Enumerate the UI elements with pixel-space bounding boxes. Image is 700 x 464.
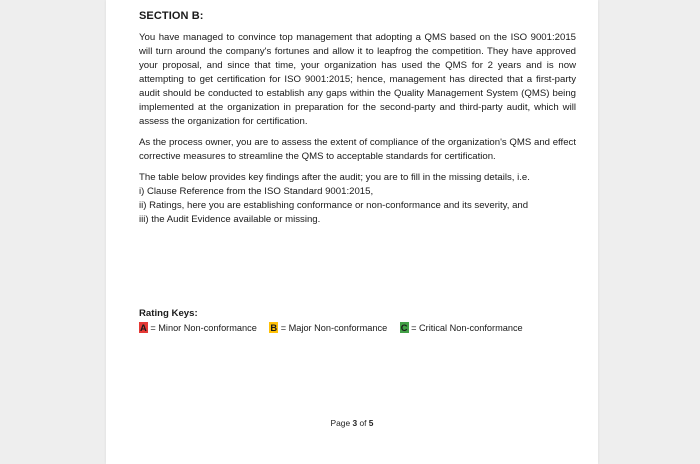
rating-keys [139,307,579,335]
paragraph-intro: You have managed to convince top management that adopting a QMS based on the ISO 9001:2015 will turn around the company's fortunes and allow it to leapfrog the competition. They have approved your proposal, and since that time, your organization has used the QMS for 2 years and is now attempting to get certification for ISO 9001:2015; hence, management has directed that a first-party audit should be conducted to establish any gaps within the Quality Management System (QMS) being implemented at the organization in preparation for the second-party and third-party audit, which will assess the organization for certification. [139,32,576,127]
rating-chip-a: A [140,322,147,333]
document-page [106,0,598,464]
page-current: 3 [352,418,358,428]
page-number-footer [106,418,598,428]
list-item-clause: i) Clause Reference from the ISO Standard 9001:2015, [139,186,374,197]
rating-keys-list [139,321,579,335]
rating-chip-b: B [270,322,278,333]
rating-key-major [269,321,387,335]
rating-label-critical: = Critical Non-conformance [411,323,523,333]
paragraph-process-owner: As the process owner, you are to assess the extent of compliance of the organization's QMS and effect corrective measures to streamline the QMS to acceptable standards for certification. [139,137,576,162]
page-of-word: of [359,418,367,428]
rating-key-minor [139,321,257,335]
page-word: Page [330,418,351,428]
rating-label-major: = Major Non-conformance [280,323,388,333]
page-total: 5 [368,418,374,428]
section-title: SECTION B: [139,10,204,22]
rating-key-critical [400,321,523,335]
section-b-content [139,10,576,227]
list-item-evidence: iii) the Audit Evidence available or missing. [139,214,321,225]
paragraph-table-intro: The table below provides key findings after the audit; you are to fill in the missing details, i.e. [139,172,530,183]
rating-label-minor: = Minor Non-conformance [150,323,257,333]
list-item-ratings: ii) Ratings, here you are establishing conformance or non-conformance and its severity, and [139,200,529,211]
rating-keys-title: Rating Keys: [139,308,198,319]
rating-chip-c: C [400,322,408,333]
